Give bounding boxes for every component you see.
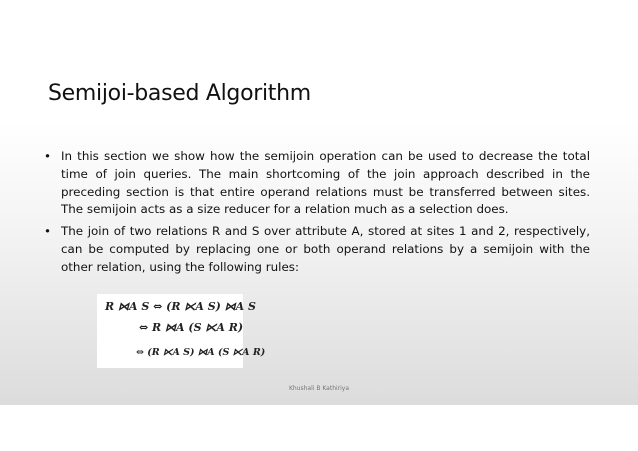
semijoin-rules-image	[97, 294, 266, 368]
bullet-text: In this section we show how the semijoin operation can be used to decrease the total time of join queries. The main shortcoming of the join approach described in the preceding section is that entire operand relations must be transferred between sites. The semijoin acts as a size reducer for a relation much as a selection does.	[61, 149, 590, 217]
bullet-marker: •	[44, 149, 52, 163]
bottom-band	[0, 405, 638, 451]
bullet-list	[44, 148, 590, 281]
bullet-marker: •	[44, 224, 52, 239]
bullet-text: The join of two relations R and S over attribute A, stored at sites 1 and 2, respectively, can be computed by replacing one or both operand relations by a semijoin with the other relation, using the following rules:	[61, 224, 590, 274]
formula-line-3: ⇔ (R ⋉A S) ⋈A (S ⋉A R)	[136, 347, 266, 358]
slide-footer: Khushali B Kathiriya	[288, 385, 350, 392]
bullet-item	[44, 223, 590, 276]
bullet-item	[44, 148, 590, 219]
formula-line-1: R ⋈A S ⇔ (R ⋉A S) ⋈A S	[105, 300, 256, 313]
formula-line-2: ⇔ R ⋈A (S ⋉A R)	[139, 321, 244, 334]
slide-title: Semijoi-based Algorithm	[48, 81, 311, 106]
